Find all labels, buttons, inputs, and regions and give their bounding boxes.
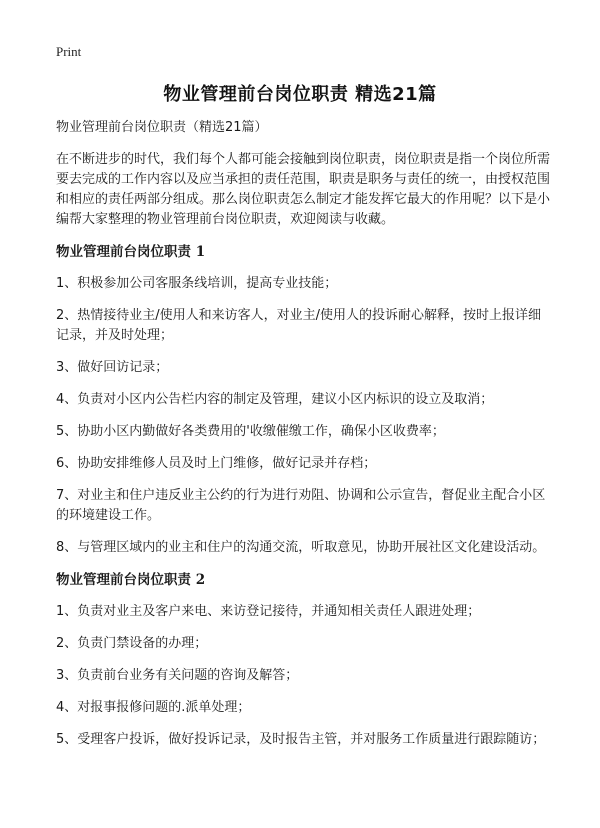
list-item: 8、与管理区域内的业主和住户的沟通交流，听取意见，协助开展社区文化建设活动。 (56, 540, 546, 555)
document-subtitle: 物业管理前台岗位职责（精选21篇） (56, 120, 268, 135)
list-item: 2、热情接待业主/使用人和来访客人，对业主/使用人的投诉耐心解释，按时上报详细记录，并及时处理； (56, 308, 542, 343)
document-body (56, 118, 554, 762)
section-2 (56, 570, 554, 750)
print-label: Print (56, 44, 82, 59)
list-item: 2、负责门禁设备的办理； (56, 636, 208, 651)
intro-paragraph: 在不断进步的时代，我们每个人都可能会接触到岗位职责，岗位职责是指一个岗位所需要去完成的工作内容以及应当承担的责任范围，职责是职务与责任的统一，由授权范围和相应的责任两部分组成。那么岗位职责怎么制定才能发挥它最大的作用呢？以下是小编帮大家整理的物业管理前台岗位职责，欢迎阅读与收藏。 (56, 152, 551, 227)
list-item: 7、对业主和住户违反业主公约的行为进行劝阻、协调和公示宣告，督促业主配合小区的环境建设工作。 (56, 488, 546, 523)
list-item: 6、协助安排维修人员及时上门维修，做好记录并存档； (56, 456, 377, 471)
list-item: 5、受理客户投诉，做好投诉记录，及时报告主管，并对服务工作质量进行跟踪随访； (56, 732, 546, 747)
list-item: 5、协助小区内勤做好各类费用的'收缴催缴工作，确保小区收费率； (56, 424, 445, 439)
list-item: 3、做好回访记录； (56, 360, 169, 375)
section-1 (56, 242, 554, 558)
page-title: 物业管理前台岗位职责 精选21篇 (163, 84, 437, 105)
list-item: 4、对报事报修问题的.派单处理； (56, 700, 251, 715)
list-item: 1、负责对业主及客户来电、来访登记接待，并通知相关责任人跟进处理； (56, 604, 481, 619)
section-heading: 物业管理前台岗位职责 1 (56, 244, 206, 260)
list-item: 4、负责对小区内公告栏内容的制定及管理，建议小区内标识的设立及取消； (56, 392, 494, 407)
section-heading: 物业管理前台岗位职责 2 (56, 572, 206, 588)
list-item: 1、积极参加公司客服条线培训，提高专业技能； (56, 276, 338, 291)
list-item: 3、负责前台业务有关问题的咨询及解答； (56, 668, 299, 683)
